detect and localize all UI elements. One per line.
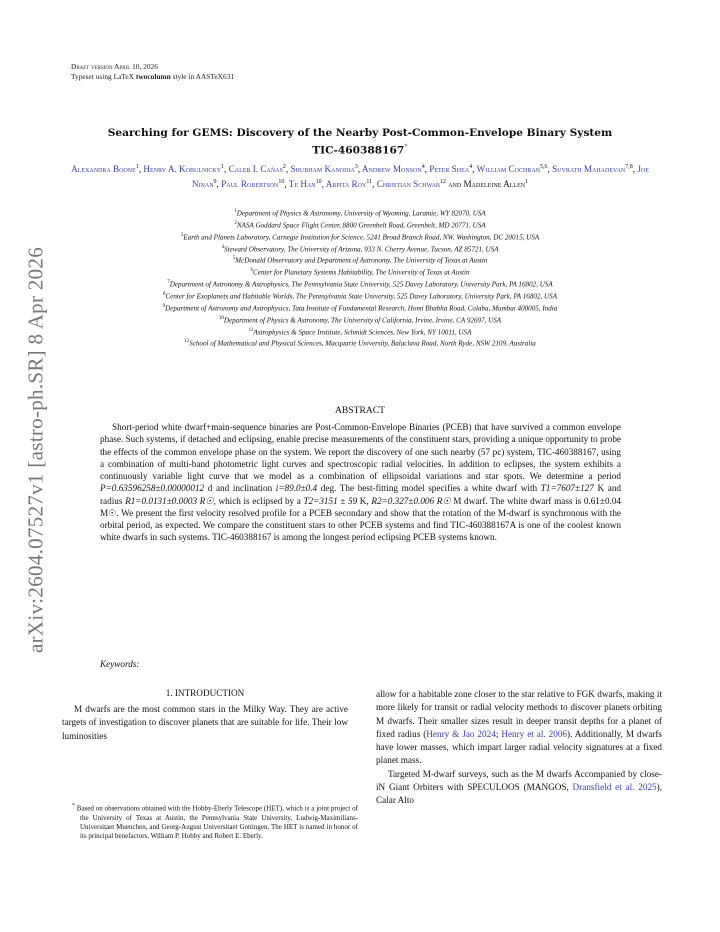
affiliation-number: 7 [167, 280, 170, 286]
affiliation-number: 2 [234, 220, 237, 226]
author-and: and [445, 178, 464, 189]
author-affiliation-mark: 2 [282, 164, 286, 170]
affiliation-text: Department of Physics & Astronomy, University of Wyoming, Laramie, WY 82070, USA [236, 209, 486, 218]
draft-version-line: Draft version April 10, 2026 [71, 62, 158, 71]
author-affiliation-mark: 7,8 [625, 164, 633, 170]
author-name: Madeleine Allen [463, 178, 526, 189]
author-affiliation-mark: 4 [421, 164, 425, 170]
author-affiliation-mark: 11 [366, 178, 373, 185]
affiliation-number: 12 [184, 339, 190, 345]
author-name[interactable]: Suvrath Mahadevan [552, 164, 626, 175]
author-affiliation-mark: 4 [469, 164, 473, 170]
intro-left-column: M dwarfs are the most common stars in the Milky Way. They are active targets of investigation to discover planets that are suitable for life. Their low luminosities [62, 704, 348, 741]
affiliation-text: Department of Physics & Astronomy, The University of California, Irvine, Irvine, CA 92697, USA [223, 316, 502, 325]
author-affiliation-mark: 5,6 [540, 164, 548, 170]
affiliation-number: 6 [250, 268, 253, 274]
affiliation-number: 1 [234, 209, 237, 214]
author-name[interactable]: Henry A. Kobulnicky [143, 164, 222, 175]
intro-right-column [376, 688, 662, 808]
affiliation-number: 10 [218, 315, 224, 321]
title-footnote: * Based on observations obtained with the Hobby-Eberly Telescope (HET), which is a joint project of the University of Texas at Austin, the Pennsylvania State University, Ludwig-Maximilians-Universitaet Muenchen, and Georg-August Universitaet Gottingen. The HET is named in honor of its principal benefactors, William P. Hobby and Robert E. Eberly. [72, 803, 359, 840]
citation-link[interactable]: Henry et al. 2006 [501, 728, 568, 739]
affiliation-item [50, 290, 670, 302]
author-affiliation-mark: 10 [278, 178, 285, 185]
author-name[interactable]: Andrew Monson [361, 164, 422, 175]
affiliation-item [50, 243, 670, 255]
affiliation-item [50, 219, 670, 231]
title-footnote-mark[interactable]: * [404, 143, 408, 151]
affiliation-number: 8 [162, 292, 166, 298]
author-affiliation-mark: 3 [354, 164, 358, 170]
author-name[interactable]: Te Han [288, 178, 316, 189]
keywords-label: Keywords: [100, 659, 140, 669]
author-affiliation-mark: 12 [439, 178, 446, 185]
author-name[interactable]: Christian Schwab [376, 178, 440, 189]
section-heading-introduction: 1. INTRODUCTION [165, 688, 245, 698]
affiliation-item [50, 231, 670, 243]
author-affiliation-mark: 1 [135, 164, 139, 170]
intro-paragraph: Targeted M-dwarf surveys, such as the M dwarfs Accompanied by close-iN Giant Orbiters with SPECULOOS (MANGOS, Dransfield et al. 2025), Calar Alto [376, 768, 662, 806]
affiliation-text: Department of Astronomy and Astrophysics, Tata Institute of Fundamental Research, Homi Bhabha Road, Colaba, Mumbai 400005, India [165, 304, 558, 313]
author-affiliation-mark: 10 [315, 178, 322, 185]
affiliation-text: Astrophysics & Space Institute, Schmidt Sciences, New York, NY 10011, USA [253, 327, 472, 336]
affiliation-number: 9 [162, 303, 166, 309]
author-name[interactable]: Joe Ninan [191, 164, 649, 189]
affiliation-item [50, 326, 670, 338]
affiliation-item [50, 266, 670, 278]
abstract-heading: ABSTRACT [334, 405, 386, 416]
author-name[interactable]: Paul Robertson [221, 178, 279, 189]
affiliation-item [50, 314, 670, 326]
author-name[interactable]: Arpita Roy [325, 178, 367, 189]
affiliation-text: Department of Astronomy & Astrophysics, The Pennsylvania State University, 525 Davey Laboratory, University Park, PA 16802, USA [169, 280, 553, 289]
author-name[interactable]: Caleb I. Cañas [228, 164, 283, 175]
affiliation-text: Center for Exoplanets and Habitable Worlds, The Pennsylvania State University, 525 Davey Laboratory, University Park, PA 16802, USA [165, 292, 558, 301]
citation-link[interactable]: Henry & Jao 2024 [426, 728, 496, 739]
affiliation-item [50, 302, 670, 314]
author-name[interactable]: Peter Shea [429, 164, 470, 175]
author-list: Alexandra Boone$^1$, Henry A. Kobulnicky$^1$, Caleb I. Cañas$^2$, Shubham Kanodia$^3$, Andrew Monson$^4$, Peter Shea$^4$, William Cochran$^{5,6}$, Suvrath Mahadevan$^{7,8}$, Joe Ninan$^9$, Paul Robertson$^{10}$, Te Han$^{10}$, Arpita Roy$^{11}$, Christian Schwab$^{12}$ and Madeleine Allen$^1$ [71, 164, 649, 189]
affiliation-number: 3 [180, 232, 184, 238]
affiliation-text: NASA Goddard Space Flight Center, 8800 Greenbelt Road, Greenbelt, MD 20771, USA [236, 221, 486, 230]
author-affiliation-mark: 9 [213, 178, 217, 185]
author-name[interactable]: William Cochran [476, 164, 541, 175]
affiliation-number: 11 [248, 327, 254, 333]
typeset-line: Typeset using LaTeX twocolumn style in AASTeX631 [71, 72, 235, 81]
affiliation-item [50, 337, 670, 349]
affiliation-text: McDonald Observatory and Department of Astronomy, The University of Texas at Austin [235, 256, 488, 265]
author-name[interactable]: Shubham Kanodia [290, 164, 355, 175]
affiliation-number: 4 [221, 244, 224, 250]
affiliation-number: 5 [232, 256, 236, 262]
affiliation-text: Earth and Planets Laboratory, Carnegie Institution for Science, 5241 Broad Branch Road, NW, Washington, DC 20015, USA [183, 233, 540, 242]
affiliation-item [50, 254, 670, 266]
author-name[interactable]: Alexandra Boone [71, 164, 136, 175]
affiliation-text: Center for Planetary Systems Habitability, The University of Texas at Austin [252, 268, 470, 277]
arxiv-id: arXiv:2604.07527v1 [astro-ph.SR] 8 Apr 2026 [23, 246, 48, 654]
abstract-text: Short-period white dwarf+main-sequence binaries are Post-Common-Envelope Binaries (PCEB) that have survived a common envelope phase. Such systems, if detached and eclipsing, enable precise measurements of the constituent stars, providing a unique opportunity to probe the effects of the common envelope phase on the system. We report the discovery of one such nearby (57 pc) system, TIC-460388167, using a combination of multi-band photometric light curves and spectroscopic radial velocities. In addition to eclipses, the system exhibits a continuously variable light curve that we model as a combination of ellipsoidal variations and star spots. We determine a period P=0.63596258±0.00000012 d and inclination i=89.0±0.4 deg. The best-fitting model specifies a white dwarf with T1=7607±127 K and radius R1=0.0131±0.0003 R☉, which is eclipsed by a T2=3151 ± 59 K, R2=0.327±0.006 R☉ M dwarf. The white dwarf mass is 0.61±0.04 M☉. We present the first velocity resolved profile for a PCEB secondary and show that the rotation of the M-dwarf is synchronous with the orbital period, as expected. We compare the constituent stars to other PCEB systems and find TIC-460388167A is one of the coolest known white dwarfs in such systems. TIC-460388167 is among the longest period eclipsing PCEB systems known. [100, 422, 622, 543]
paper-title: Searching for GEMS: Discovery of the Nearby Post-Common-Envelope Binary System TIC-460388167* [107, 127, 613, 157]
citation-link[interactable]: Dransfield et al. 2025 [572, 782, 657, 793]
author-affiliation-mark: 1 [221, 164, 225, 170]
affiliation-text: Steward Observatory, The University of Arizona, 933 N. Cherry Avenue, Tucson, AZ 85721, USA [223, 244, 499, 253]
author-affiliation-mark: 1 [525, 178, 529, 185]
intro-paragraph: allow for a habitable zone closer to the star relative to FGK dwarfs, making it more likely for transit or radial velocity methods to discover planets orbiting M dwarfs. Their smaller sizes result in deeper transit depths for a planet of fixed radius (Henry & Jao 2024; Henry et al. 2006). Additionally, M dwarfs have lower masses, which impart larger radial velocity signatures at a fixed planet mass. [376, 689, 662, 766]
affiliation-item [50, 278, 670, 290]
affiliation-text: School of Mathematical and Physical Sciences, Macquarie University, Balaclava Road, North Ryde, NSW 2109, Australia [189, 339, 536, 348]
affiliation-item [50, 207, 670, 219]
affiliation-list [50, 207, 670, 349]
